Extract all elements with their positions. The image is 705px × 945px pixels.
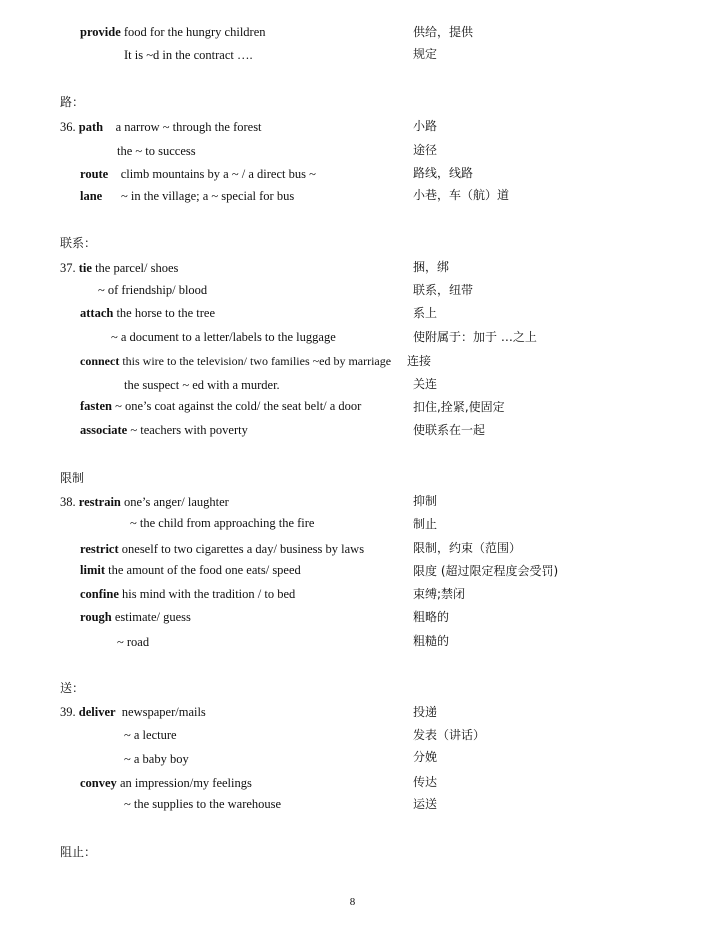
example-text: a narrow ~ through the forest	[103, 120, 262, 134]
entry-line	[117, 634, 149, 650]
example-text: ~ in the village; a ~ special for bus	[102, 189, 295, 203]
headword: lane	[80, 189, 103, 203]
meaning: 小路	[413, 119, 438, 133]
entry-line	[60, 119, 262, 135]
example-text: ~ of friendship/ blood	[98, 283, 208, 297]
section-heading: 路：	[60, 95, 85, 109]
example-text: oneself to two cigarettes a day/ business by laws	[118, 542, 365, 556]
meaning: 使附属于：加于 …之上	[413, 330, 537, 344]
entry-number: 36.	[60, 120, 79, 134]
meaning: 连接	[407, 354, 432, 368]
example-text: ~ the child from approaching the fire	[130, 516, 315, 530]
meaning: 联系，纽带	[413, 283, 474, 297]
example-text: ~ one’s coat against the cold/ the seat belt/ a door	[111, 399, 362, 413]
headword: attach	[80, 306, 114, 320]
headword: route	[80, 167, 109, 181]
meaning: 系上	[413, 306, 438, 320]
entry-line	[60, 704, 206, 720]
entry-number: 38.	[60, 495, 79, 509]
entry-line	[80, 166, 316, 182]
meaning: 运送	[413, 797, 438, 811]
example-text: the ~ to success	[117, 144, 196, 158]
example-text: food for the hungry children	[120, 25, 266, 39]
entry-line	[80, 586, 295, 602]
headword: rough	[80, 610, 112, 624]
entry-line	[130, 515, 314, 531]
example-text: an impression/my feelings	[116, 776, 252, 790]
meaning: 扣住,拴紧,使固定	[413, 400, 505, 414]
meaning: 使联系在一起	[413, 423, 486, 437]
entry-line	[80, 562, 301, 578]
headword: restrict	[80, 542, 119, 556]
headword: connect	[80, 354, 120, 368]
meaning: 供给，提供	[413, 25, 474, 39]
meaning: 投递	[413, 705, 438, 719]
example-text: ~ a baby boy	[124, 752, 189, 766]
example-text: the parcel/ shoes	[91, 261, 179, 275]
page-number: 8	[349, 896, 356, 908]
entry-line	[124, 796, 281, 812]
example-text: one’s anger/ laughter	[120, 495, 229, 509]
entry-line	[80, 609, 191, 625]
entry-line	[80, 353, 391, 369]
entry-line	[80, 398, 361, 414]
entry-line	[60, 260, 178, 276]
example-text: the suspect ~ ed with a murder.	[124, 378, 280, 392]
entry-line	[60, 494, 229, 510]
meaning: 限制，约束（范围）	[413, 541, 522, 555]
example-text: climb mountains by a ~ / a direct bus ~	[108, 167, 316, 181]
meaning: 制止	[413, 517, 438, 531]
section-heading: 送：	[60, 681, 85, 695]
headword: tie	[78, 261, 92, 275]
headword: path	[78, 120, 104, 134]
headword: confine	[80, 587, 119, 601]
example-text: this wire to the television/ two families ~ed by marriage	[119, 354, 392, 368]
headword: restrain	[78, 495, 121, 509]
example-text: the amount of the food one eats/ speed	[105, 563, 301, 577]
meaning: 抑制	[413, 494, 438, 508]
headword: fasten	[80, 399, 112, 413]
headword: convey	[80, 776, 117, 790]
entry-line	[111, 329, 336, 345]
meaning: 粗略的	[413, 610, 450, 624]
entry-line	[80, 24, 266, 40]
entry-line	[80, 775, 252, 791]
meaning: 传达	[413, 775, 438, 789]
headword: deliver	[78, 705, 116, 719]
meaning: 分娩	[413, 750, 438, 764]
entry-line	[124, 727, 177, 743]
entry-line	[98, 282, 207, 298]
section-heading: 限制	[60, 471, 85, 485]
example-text: ~ the supplies to the warehouse	[124, 797, 282, 811]
example-text: ~ a document to a letter/labels to the luggage	[111, 330, 336, 344]
example-text: ~ a lecture	[124, 728, 177, 742]
example-text: ~ road	[117, 635, 150, 649]
entry-number: 39.	[60, 705, 79, 719]
meaning: 限度 (超过限定程度会受罚)	[413, 564, 559, 578]
entry-line	[124, 47, 253, 63]
example-text: ~ teachers with poverty	[127, 423, 248, 437]
entry-line	[80, 188, 294, 204]
section-heading: 联系：	[60, 236, 97, 250]
entry-line	[124, 751, 189, 767]
example-text: newspaper/mails	[115, 705, 206, 719]
section-heading: 阻止：	[60, 845, 97, 859]
example-text: It is ~d in the contract ….	[124, 48, 253, 62]
meaning: 路线，线路	[413, 166, 474, 180]
headword: limit	[80, 563, 105, 577]
example-text: his mind with the tradition / to bed	[118, 587, 296, 601]
meaning: 小巷，车（航）道	[413, 188, 510, 202]
meaning: 粗糙的	[413, 634, 450, 648]
entry-line	[117, 143, 196, 159]
headword: provide	[80, 25, 121, 39]
meaning: 规定	[413, 47, 438, 61]
example-text: the horse to the tree	[113, 306, 216, 320]
entry-line	[124, 377, 280, 393]
headword: associate	[80, 423, 128, 437]
entry-number: 37.	[60, 261, 79, 275]
entry-line	[80, 305, 215, 321]
example-text: estimate/ guess	[111, 610, 191, 624]
meaning: 捆，绑	[413, 260, 450, 274]
entry-line	[80, 422, 248, 438]
meaning: 途径	[413, 143, 438, 157]
meaning: 发表（讲话）	[413, 728, 486, 742]
meaning: 束缚;禁闭	[413, 587, 466, 601]
entry-line	[80, 541, 364, 557]
meaning: 关连	[413, 377, 438, 391]
